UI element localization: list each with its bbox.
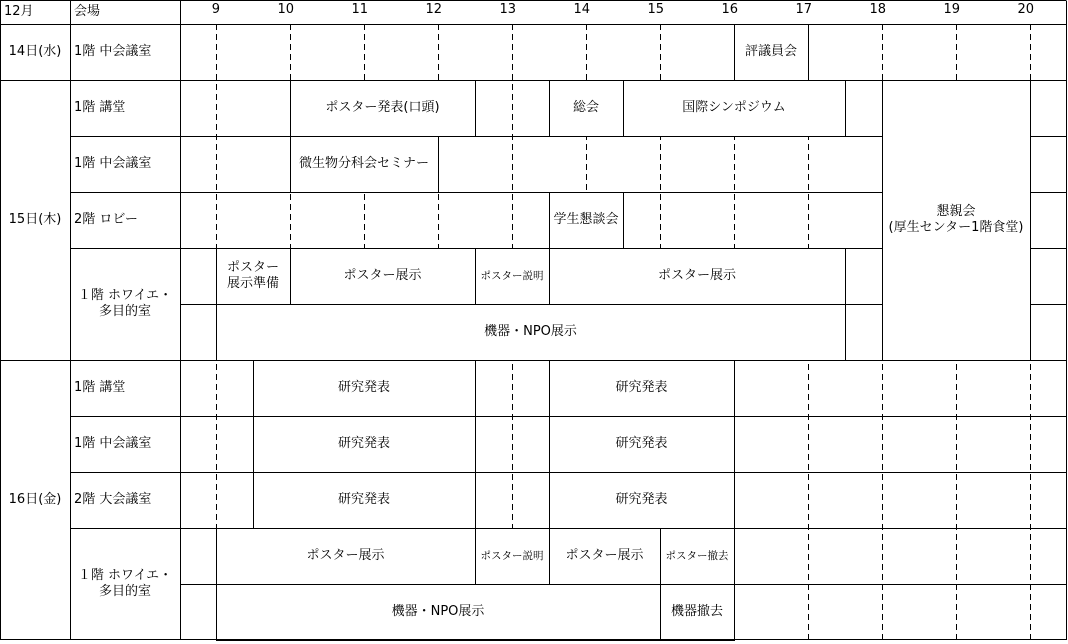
hour-label: 15	[647, 2, 664, 17]
event-poster-explain: ポスター説明	[475, 248, 549, 304]
event-soukai: 総会	[549, 80, 623, 136]
hour-label: 10	[277, 2, 294, 17]
event-border	[550, 193, 624, 249]
hour-label: 11	[351, 2, 368, 17]
event-border	[291, 81, 476, 137]
event-border	[550, 249, 846, 305]
hour-label: 18	[869, 2, 886, 17]
venue-label: 1階 講堂	[74, 100, 126, 115]
venue-label: 1階 講堂	[74, 380, 126, 395]
event-microbe-seminar: 微生物分科会セミナー	[290, 136, 438, 192]
event-border	[735, 25, 809, 81]
event-hyogiinkai: 評議員会	[734, 24, 808, 80]
event-research-presentation: 研究発表	[253, 416, 475, 472]
venue-label: 1階 中会議室	[74, 44, 152, 59]
event-poster-explain: ポスター説明	[475, 528, 549, 584]
hour-label: 17	[795, 2, 812, 17]
day-label-15: 15日(木)	[8, 212, 62, 227]
event-student-meetup: 学生懇談会	[549, 192, 623, 248]
event-research-presentation: 研究発表	[253, 360, 475, 416]
venue-label: 1階 中会議室	[74, 156, 152, 171]
venue-header: 会場	[74, 4, 101, 19]
event-border	[476, 249, 550, 305]
event-poster-display: ポスター展示	[290, 248, 475, 304]
hour-label: 12	[425, 2, 442, 17]
event-border	[217, 305, 846, 361]
event-border	[883, 81, 1031, 361]
event-border	[254, 473, 476, 529]
venue-label: 1階 中会議室	[74, 436, 152, 451]
event-poster-prep: ポスター 展示準備	[216, 248, 290, 304]
event-equipment-removal: 機器撤去	[660, 584, 734, 640]
event-border	[254, 361, 476, 417]
event-border	[550, 529, 661, 585]
event-poster-display: ポスター展示	[549, 248, 845, 304]
event-border	[217, 529, 476, 585]
venue-label: １階 ホワイエ・ 多目的室	[77, 568, 173, 599]
event-border	[624, 81, 846, 137]
event-poster-display: ポスター展示	[549, 528, 660, 584]
event-research-presentation: 研究発表	[549, 472, 734, 528]
event-reception: 懇親会 (厚生センター1階食堂)	[882, 80, 1030, 360]
hour-label: 9	[211, 2, 220, 17]
event-border	[476, 529, 550, 585]
venue-label: 2階 ロビー	[74, 212, 138, 227]
event-research-presentation: 研究発表	[549, 416, 734, 472]
day-label-16: 16日(金)	[8, 492, 62, 507]
event-border	[661, 529, 735, 585]
event-border	[254, 417, 476, 473]
event-border	[550, 473, 735, 529]
event-research-presentation: 研究発表	[549, 360, 734, 416]
hour-label: 19	[943, 2, 960, 17]
hour-label: 16	[721, 2, 738, 17]
event-npo-exhibit: 機器・NPO展示	[216, 304, 845, 360]
event-border	[291, 137, 439, 193]
day-label-14: 14日(水)	[8, 44, 62, 59]
month-header: 12月	[4, 4, 34, 19]
event-poster-removal: ポスター撤去	[660, 528, 734, 584]
venue-label: １階 ホワイエ・ 多目的室	[77, 288, 173, 319]
event-research-presentation: 研究発表	[253, 472, 475, 528]
venue-label: 2階 大会議室	[74, 492, 152, 507]
event-intl-symposium: 国際シンポジウム	[623, 80, 845, 136]
event-border	[217, 585, 661, 641]
event-border	[291, 249, 476, 305]
event-poster-display: ポスター展示	[216, 528, 475, 584]
event-poster-oral: ポスター発表(口頭)	[290, 80, 475, 136]
hour-label: 13	[499, 2, 516, 17]
event-npo-exhibit: 機器・NPO展示	[216, 584, 660, 640]
hour-label: 14	[573, 2, 590, 17]
event-border	[550, 417, 735, 473]
event-border	[661, 585, 735, 641]
hour-label: 20	[1017, 2, 1034, 17]
event-border	[550, 81, 624, 137]
event-border	[217, 249, 291, 305]
event-border	[550, 361, 735, 417]
